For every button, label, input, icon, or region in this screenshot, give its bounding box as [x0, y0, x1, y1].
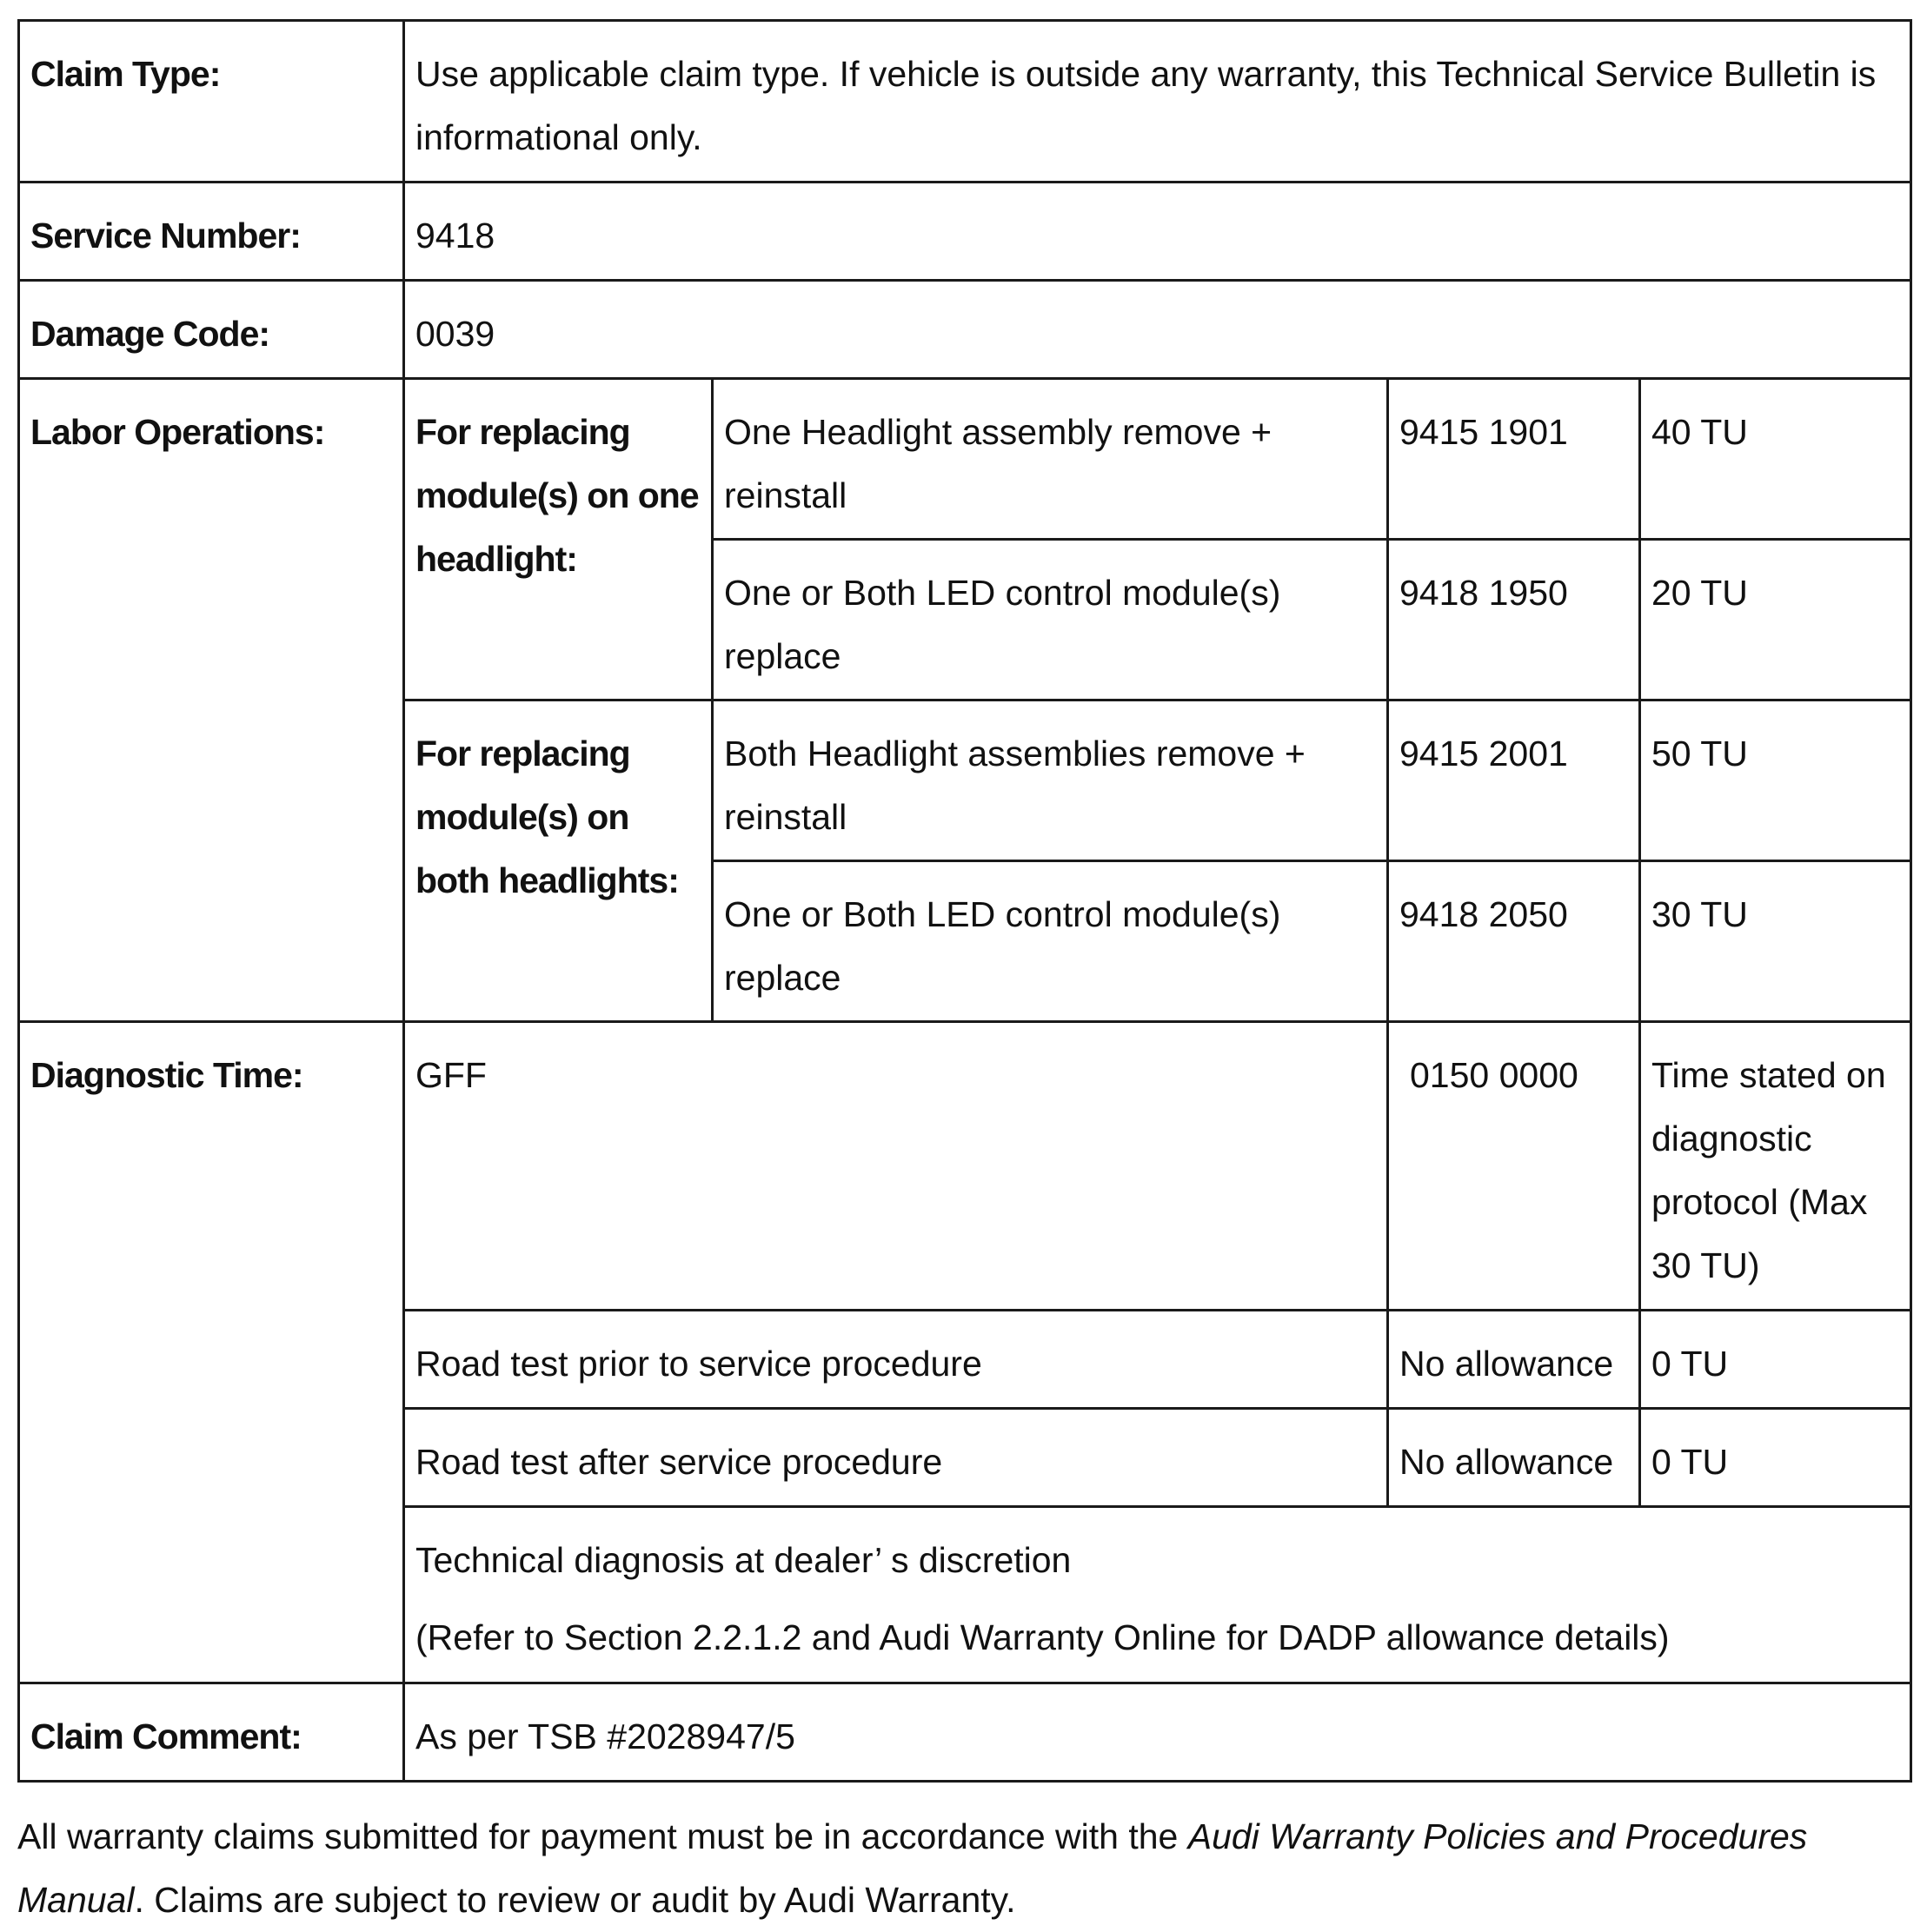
diagnostic-time-value: Time stated on diagnostic protocol (Max 30 TU) — [1640, 1022, 1911, 1311]
footer-text-before: All warranty claims submitted for payment must be in accordance with the — [17, 1816, 1188, 1856]
diagnostic-time-value: 0 TU — [1640, 1409, 1911, 1507]
labor-operation-code: 9415 1901 — [1388, 379, 1640, 540]
labor-operation-row — [19, 379, 1911, 540]
service-number-label: Service Number: — [19, 183, 404, 281]
labor-operation-description: One or Both LED control module(s) replace — [713, 540, 1388, 700]
diagnostic-time-row — [19, 1022, 1911, 1311]
diagnostic-description: GFF — [404, 1022, 1388, 1311]
diagnostic-code: No allowance — [1388, 1311, 1640, 1409]
labor-operation-description: Both Headlight assemblies remove + reinstall — [713, 700, 1388, 861]
warranty-claim-table — [17, 19, 1912, 1783]
footer-manual-title: Audi Warranty Policies and Procedures Manual — [17, 1816, 1808, 1920]
labor-operation-description: One or Both LED control module(s) replace — [713, 861, 1388, 1022]
diagnostic-code: No allowance — [1388, 1409, 1640, 1507]
service-number-row — [19, 183, 1911, 281]
diagnostic-note — [404, 1507, 1911, 1683]
labor-operation-time: 40 TU — [1640, 379, 1911, 540]
claim-comment-row — [19, 1683, 1911, 1782]
damage-code-label: Damage Code: — [19, 281, 404, 379]
diagnostic-note-line1: Technical diagnosis at dealer’ s discretion — [415, 1540, 1072, 1580]
labor-group-heading: For replacing module(s) on one headlight: — [404, 379, 713, 700]
labor-operation-time: 50 TU — [1640, 700, 1911, 861]
diagnostic-time-label: Diagnostic Time: — [19, 1022, 404, 1683]
labor-group-heading: For replacing module(s) on both headlights: — [404, 700, 713, 1022]
claim-comment-label: Claim Comment: — [19, 1683, 404, 1782]
labor-operation-time: 30 TU — [1640, 861, 1911, 1022]
warranty-claim-document — [17, 19, 1910, 1932]
labor-operation-code: 9418 1950 — [1388, 540, 1640, 700]
claim-type-row — [19, 21, 1911, 183]
labor-operation-description: One Headlight assembly remove + reinstall — [713, 379, 1388, 540]
diagnostic-note-line2: (Refer to Section 2.2.1.2 and Audi Warranty Online for DADP allowance details) — [415, 1617, 1670, 1657]
claim-comment-value: As per TSB #2028947/5 — [404, 1683, 1911, 1782]
diagnostic-code: 0150 0000 — [1388, 1022, 1640, 1311]
footer-text-after: . Claims are subject to review or audit by Audi Warranty. — [134, 1880, 1016, 1920]
claim-type-label: Claim Type: — [19, 21, 404, 183]
damage-code-row — [19, 281, 1911, 379]
claim-type-value: Use applicable claim type. If vehicle is outside any warranty, this Technical Service Bulletin is informational only. — [404, 21, 1911, 183]
labor-operation-code: 9415 2001 — [1388, 700, 1640, 861]
warranty-footer-note — [17, 1805, 1904, 1932]
service-number-value: 9418 — [404, 183, 1911, 281]
labor-operations-label: Labor Operations: — [19, 379, 404, 1022]
labor-operation-code: 9418 2050 — [1388, 861, 1640, 1022]
diagnostic-description: Road test after service procedure — [404, 1409, 1388, 1507]
damage-code-value: 0039 — [404, 281, 1911, 379]
diagnostic-description: Road test prior to service procedure — [404, 1311, 1388, 1409]
labor-operation-time: 20 TU — [1640, 540, 1911, 700]
diagnostic-time-value: 0 TU — [1640, 1311, 1911, 1409]
